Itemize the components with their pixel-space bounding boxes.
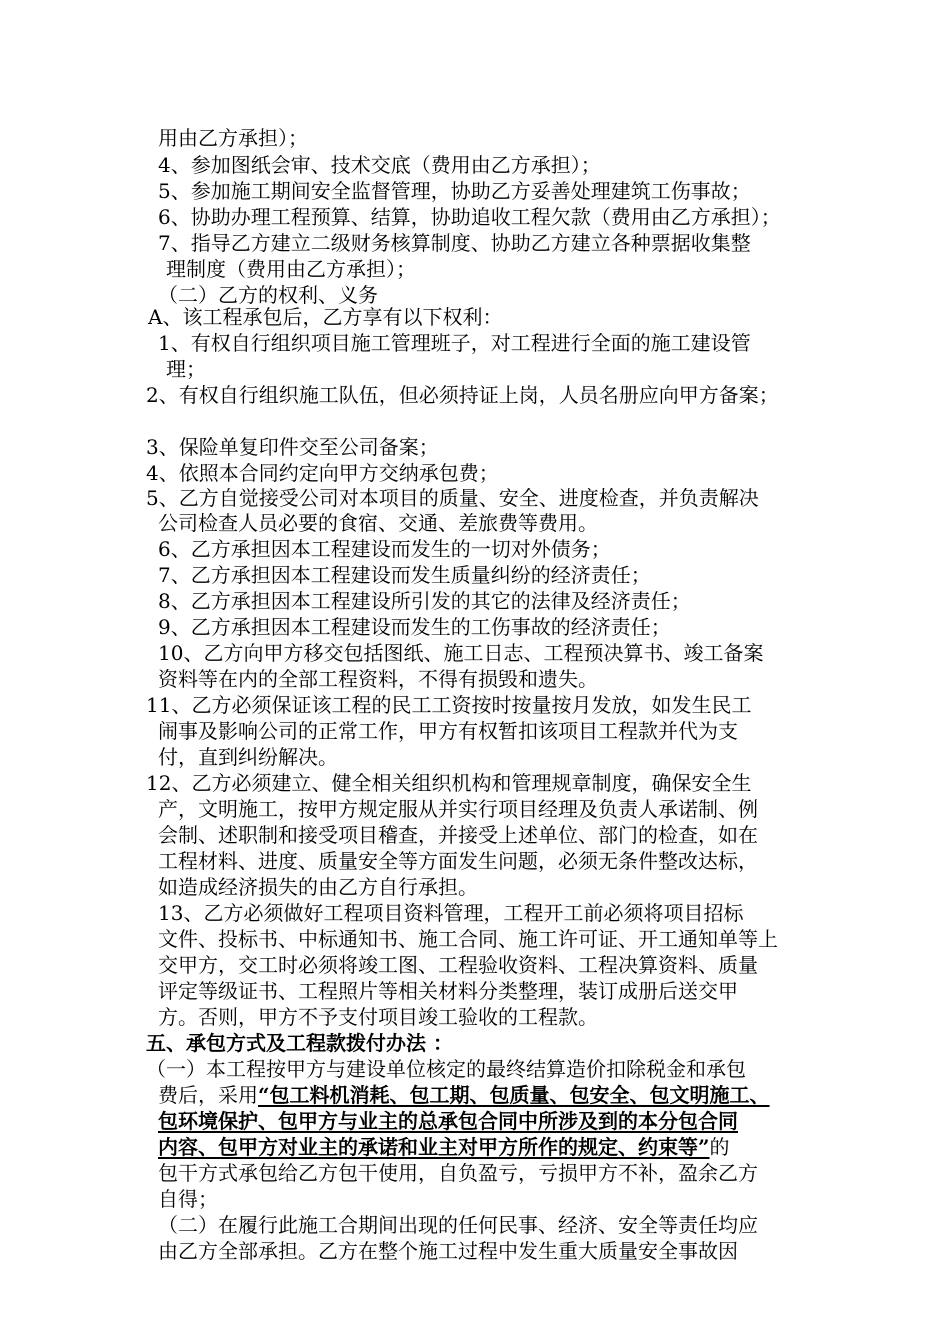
text-line: 交甲方，交工时必须将竣工图、工程验收资料、工程决算资料、质量 xyxy=(158,953,758,977)
text-line: 评定等级证书、工程照片等相关材料分类整理，装订成册后送交甲 xyxy=(158,979,738,1003)
text-line: （二）在履行此施工合期间出现的任何民事、经济、安全等责任均应 xyxy=(158,1213,758,1237)
text-line: 6、协助办理工程预算、结算，协助追收工程欠款（费用由乙方承担）； xyxy=(158,205,781,229)
text-line: 4、参加图纸会审、技术交底（费用由乙方承担）； xyxy=(158,153,601,177)
text-line: 资料等在内的全部工程资料，不得有损毁和遗失。 xyxy=(158,667,598,691)
text-line: 文件、投标书、中标通知书、施工合同、施工许可证、开工通知单等上 xyxy=(158,927,778,951)
text-line: 会制、述职制和接受项目稽查，并接受上述单位、部门的检查，如在 xyxy=(158,823,758,847)
text-line: 12、乙方必须建立、健全相关组织机构和管理规章制度，确保安全生 xyxy=(146,771,752,795)
text-line: 4、依照本合同约定向甲方交纳承包费； xyxy=(146,461,499,485)
text-line: 如造成经济损失的由乙方自行承担。 xyxy=(158,875,478,899)
text-line: 工程材料、进度、质量安全等方面发生问题，必须无条件整改达标， xyxy=(158,849,758,873)
text-line: 5、乙方自觉接受公司对本项目的质量、安全、进度检查，并负责解决 xyxy=(146,486,759,510)
text-line: 8、乙方承担因本工程建设所引发的其它的法律及经济责任； xyxy=(158,589,691,613)
text-line: 9、乙方承担因本工程建设而发生的工伤事故的经济责任； xyxy=(158,615,671,639)
text-line: 理制度（费用由乙方承担）； xyxy=(166,257,416,281)
text-line: 10、乙方向甲方移交包括图纸、施工日志、工程预决算书、竣工备案 xyxy=(158,641,764,665)
text-line: 13、乙方必须做好工程项目资料管理，工程开工前必须将项目招标 xyxy=(158,901,744,925)
text-line: 闹事及影响公司的正常工作，甲方有权暂扣该项目工程款并代为支 xyxy=(158,719,738,743)
text-line: 自得； xyxy=(158,1187,218,1211)
text-line: 由乙方全部承担。乙方在整个施工过程中发生重大质量安全事故因 xyxy=(158,1239,738,1263)
text-line: （一）本工程按甲方与建设单位核定的最终结算造价扣除税金和承包 xyxy=(146,1057,746,1081)
text-line: 7、乙方承担因本工程建设而发生质量纠纷的经济责任； xyxy=(158,563,651,587)
text-line: 7、指导乙方建立二级财务核算制度、协助乙方建立各种票据收集整 xyxy=(158,231,751,255)
text-line: 用由乙方承担）； xyxy=(158,126,308,150)
text-line: 3、保险单复印件交至公司备案； xyxy=(146,435,439,459)
text-line: 付，直到纠纷解决。 xyxy=(158,745,338,769)
text-line: 理； xyxy=(166,357,206,381)
text-line xyxy=(158,1082,770,1108)
text-line: A、该工程承包后，乙方享有以下权利： xyxy=(148,305,503,329)
subheading: （二）乙方的权利、义务 xyxy=(158,283,378,307)
text-line: 包干方式承包给乙方包干使用，自负盈亏，亏损甲方不补，盈余乙方 xyxy=(158,1161,758,1185)
text-line: 产，文明施工，按甲方规定服从并实行项目经理及负责人承诺制、例 xyxy=(158,797,758,821)
underlined-clause: “包工料机消耗、包工期、包质量、包安全、包文明施工、 xyxy=(258,1083,770,1107)
text-line: 方。否则，甲方不予支付项目竣工验收的工程款。 xyxy=(158,1005,598,1029)
text-line: 5、参加施工期间安全监督管理，协助乙方妥善处理建筑工伤事故； xyxy=(158,179,751,203)
text-segment: 的 xyxy=(709,1135,730,1159)
text-line: 6、乙方承担因本工程建设而发生的一切对外债务； xyxy=(158,537,611,561)
text-line: 2、有权自行组织施工队伍，但必须持证上岗，人员名册应向甲方备案； xyxy=(146,383,779,407)
text-line: 公司检查人员必要的食宿、交通、差旅费等费用。 xyxy=(158,511,598,535)
text-line: 11、乙方必须保证该工程的民工工资按时按量按月发放，如发生民工 xyxy=(146,693,752,717)
underlined-clause: 包环境保护、包甲方与业主的总承包合同中所涉及到的本分包合同 xyxy=(158,1109,738,1133)
text-segment: 费后，采用 xyxy=(158,1083,258,1107)
underlined-clause: 内容、包甲方对业主的承诺和业主对甲方所作的规定、约束等” xyxy=(158,1135,710,1159)
text-line xyxy=(158,1134,730,1160)
section-heading: 五、承包方式及工程款拨付办法 ： xyxy=(146,1031,453,1055)
text-line: 1、有权自行组织项目施工管理班子，对工程进行全面的施工建设管 xyxy=(158,331,751,355)
